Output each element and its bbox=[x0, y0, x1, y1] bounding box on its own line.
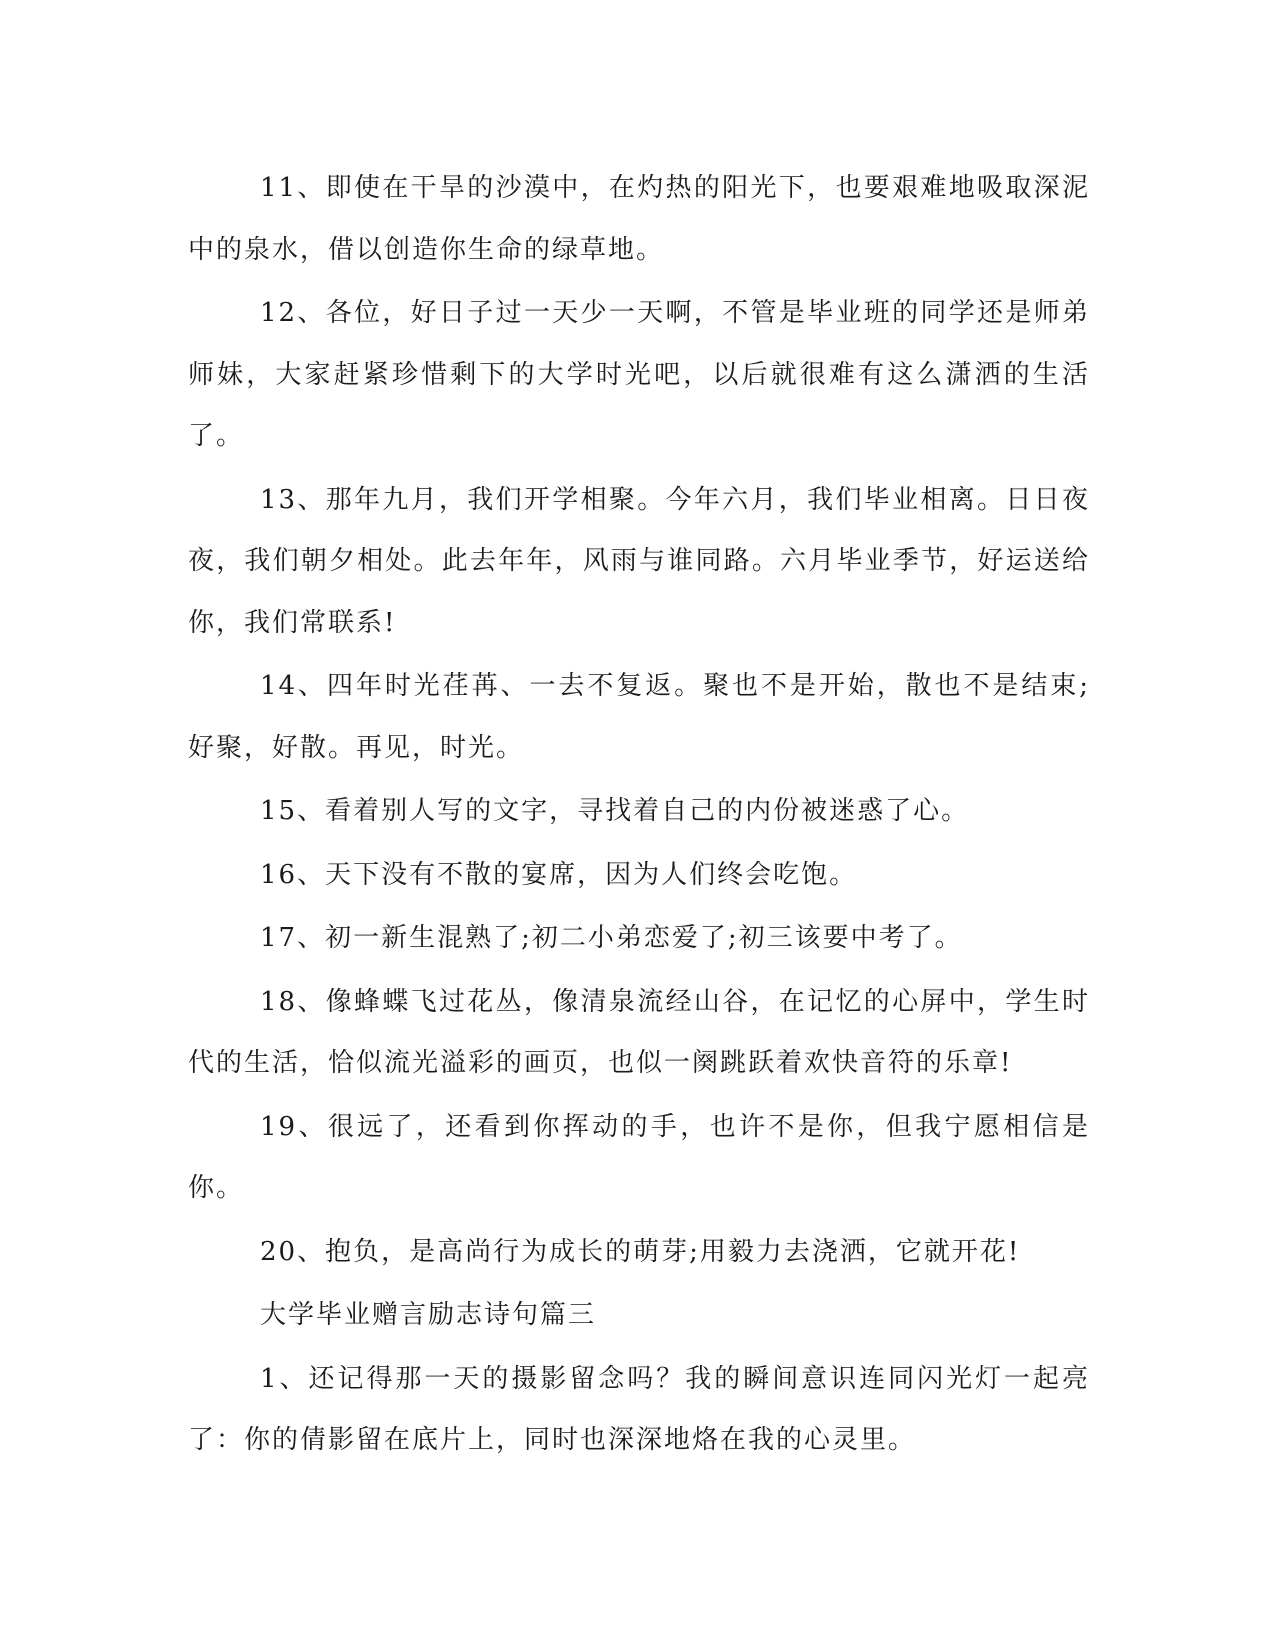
document-page bbox=[188, 158, 1090, 1474]
paragraph-11: 11、即使在干旱的沙漠中，在灼热的阳光下，也要艰难地吸取深泥中的泉水，借以创造你生命的绿草地。 bbox=[188, 173, 1090, 265]
paragraph-12: 12、各位，好日子过一天少一天啊，不管是毕业班的同学还是师弟师妹，大家赶紧珍惜剩下的大学时光吧，以后就很难有这么潇洒的生活了。 bbox=[188, 298, 1090, 451]
paragraph-14: 14、四年时光荏苒、一去不复返。聚也不是开始，散也不是结束;好聚，好散。再见，时光。 bbox=[188, 671, 1090, 763]
paragraph-19: 19、很远了，还看到你挥动的手，也许不是你，但我宁愿相信是你。 bbox=[188, 1111, 1090, 1203]
paragraph-16: 16、天下没有不散的宴席，因为人们终会吃饱。 bbox=[260, 859, 858, 890]
section-heading: 大学毕业赠言励志诗句篇三 bbox=[260, 1300, 597, 1330]
paragraph-13: 13、那年九月，我们开学相聚。今年六月，我们毕业相离。日日夜夜，我们朝夕相处。此去年年，风雨与谁同路。六月毕业季节，好运送给你，我们常联系! bbox=[188, 484, 1090, 638]
paragraph-15: 15、看着别人写的文字，寻找着自己的内份被迷惑了心。 bbox=[260, 796, 970, 826]
section-paragraph-1: 1、还记得那一天的摄影留念吗？我的瞬间意识连同闪光灯一起亮了：你的倩影留在底片上，同时也深深地烙在我的心灵里。 bbox=[188, 1363, 1090, 1455]
paragraph-20: 20、抱负，是高尚行为成长的萌芽;用毅力去浇洒，它就开花! bbox=[260, 1236, 1021, 1267]
paragraph-18: 18、像蜂蝶飞过花丛，像清泉流经山谷，在记忆的心屏中，学生时代的生活，恰似流光溢彩的画页，也似一阕跳跃着欢快音符的乐章! bbox=[188, 986, 1090, 1078]
paragraph-17: 17、初一新生混熟了;初二小弟恋爱了;初三该要中考了。 bbox=[260, 923, 963, 953]
